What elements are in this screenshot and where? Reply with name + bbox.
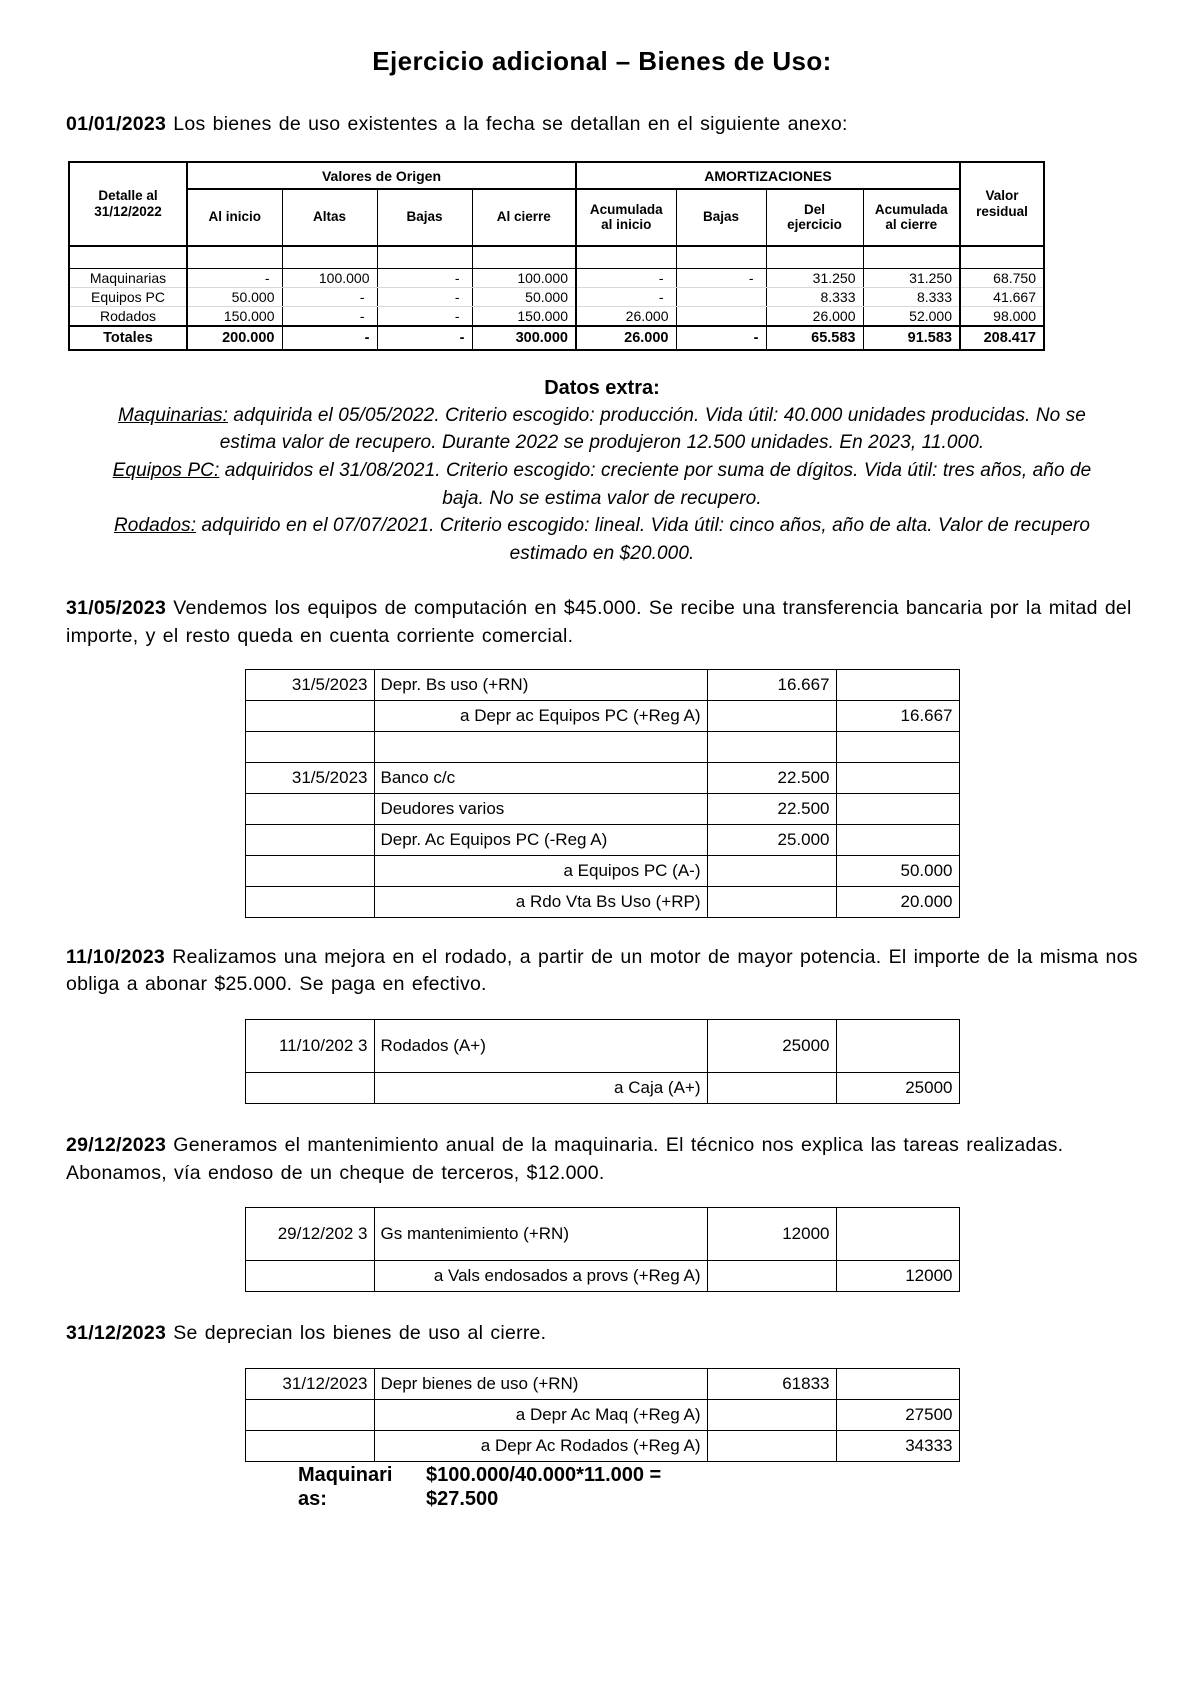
anexo-spacer-row [69, 246, 1044, 269]
journal-debit: 25.000 [707, 824, 836, 855]
datos-rodados-text: adquirido en el 07/07/2021. Criterio escogido: lineal. Vida útil: cinco años, año de alta. Valor de recupero estimado en $20.000. [196, 515, 1091, 564]
anexo-totals-row [69, 326, 1044, 350]
anexo-cell-am-ejercicio: 8.333 [766, 287, 863, 306]
anexo-col-al-inicio [187, 189, 282, 246]
anexo-cell-am-acum-inicio: 26.000 [576, 306, 676, 326]
calc-label-line2: as: [298, 1487, 327, 1510]
journal-credit [836, 1368, 959, 1399]
anexo-group-header-row [69, 162, 1044, 189]
anexo-spacer-cell [863, 246, 960, 269]
event-date-2: 29/12/2023 [66, 1133, 167, 1156]
datos-equipos-label: Equipos PC: [112, 459, 220, 481]
journal-credit: 34333 [836, 1430, 959, 1461]
journal-debit [707, 886, 836, 917]
journal-debit: 22.500 [707, 793, 836, 824]
anexo-detalle-line1: Detalle al [98, 187, 158, 203]
journal-account: Rodados (A+) [374, 1019, 707, 1072]
journal-debit [707, 1261, 836, 1292]
journal-credit: 20.000 [836, 886, 959, 917]
anexo-group-valores-origen: Valores de Origen [187, 162, 576, 189]
anexo-cell-vo-inicio: 50.000 [187, 287, 282, 306]
table-row [245, 1368, 959, 1399]
anexo-totals-vo-bajas: - [377, 326, 472, 350]
anexo-totals-vo-cierre: 300.000 [472, 326, 576, 350]
journal-credit [836, 1019, 959, 1072]
anexo-spacer-cell [282, 246, 377, 269]
journal-credit: 12000 [836, 1261, 959, 1292]
intro-date: 01/01/2023 [66, 113, 167, 136]
table-row [245, 1208, 959, 1261]
journal-debit [707, 731, 836, 762]
anexo-cell-am-ejercicio: 31.250 [766, 268, 863, 287]
event-date-1: 11/10/2023 [66, 945, 166, 968]
anexo-cell-am-bajas [676, 287, 766, 306]
anexo-spacer-cell [676, 246, 766, 269]
anexo-cell-valor-residual: 41.667 [960, 287, 1044, 306]
anexo-cell-vo-bajas: - [377, 287, 472, 306]
journal-date [245, 855, 374, 886]
journal-date [245, 824, 374, 855]
anexo-row-label: Maquinarias [69, 268, 187, 287]
anexo-valor-residual-header [960, 162, 1044, 246]
calc-value [426, 1464, 661, 1511]
journal-debit: 61833 [707, 1368, 836, 1399]
journal-account: Gs mantenimiento (+RN) [374, 1208, 707, 1261]
intro-text: Los bienes de uso existentes a la fecha se detallan en el siguiente anexo: [166, 113, 848, 136]
journal-credit: 25000 [836, 1072, 959, 1103]
journal-credit [836, 1208, 959, 1261]
journal-credit: 27500 [836, 1399, 959, 1430]
anexo-spacer-cell [960, 246, 1044, 269]
event-paragraph-0 [66, 595, 1138, 650]
anexo-detalle-line2: 31/12/2022 [94, 203, 162, 219]
table-row [245, 824, 959, 855]
journal-debit [707, 700, 836, 731]
anexo-spacer-cell [576, 246, 676, 269]
anexo-cell-am-bajas: - [676, 268, 766, 287]
page-title: Ejercicio adicional – Bienes de Uso: [372, 46, 832, 76]
anexo-cell-valor-residual: 68.750 [960, 268, 1044, 287]
anexo-cell-vo-bajas: - [377, 306, 472, 326]
anexo-col-altas [282, 189, 377, 246]
journal-credit [836, 669, 959, 700]
journal-date [245, 886, 374, 917]
journal-account: a Rdo Vta Bs Uso (+RP) [374, 886, 707, 917]
calc-value-line2: $27.500 [426, 1487, 499, 1510]
anexo-col-acumulada-cierre-l2: al cierre [885, 216, 938, 232]
event-text-1: Realizamos una mejora en el rodado, a partir de un motor de mayor potencia. El importe de la misma nos obliga a abonar $25.000. Se paga en efectivo. [66, 945, 1138, 996]
table-row [245, 700, 959, 731]
journal-date-text: 11/10/202 3 [278, 1035, 368, 1055]
journal-account: a Depr ac Equipos PC (+Reg A) [374, 700, 707, 731]
anexo-spacer-cell [187, 246, 282, 269]
journal-account: a Depr Ac Rodados (+Reg A) [374, 1430, 707, 1461]
event-paragraph-3 [66, 1320, 1138, 1348]
journal-account: Deudores varios [374, 793, 707, 824]
journal-credit [836, 824, 959, 855]
anexo-totals-valor-residual: 208.417 [960, 326, 1044, 350]
journal-date [245, 793, 374, 824]
table-row [245, 1261, 959, 1292]
anexo-cell-am-acum-inicio: - [576, 268, 676, 287]
journal-debit [707, 855, 836, 886]
journal-account: Depr. Ac Equipos PC (-Reg A) [374, 824, 707, 855]
event-date-3: 31/12/2023 [66, 1322, 167, 1345]
table-row [69, 287, 1044, 306]
datos-extra-heading: Datos extra: [544, 376, 660, 399]
table-row [245, 1430, 959, 1461]
event-text-2: Generamos el mantenimiento anual de la maquinaria. El técnico nos explica las tareas realizadas. Abonamos, vía endoso de un cheque de terceros, $12.000. [66, 1133, 1064, 1184]
journal-debit: 22.500 [707, 762, 836, 793]
anexo-spacer-cell [766, 246, 863, 269]
journal-debit: 25000 [707, 1019, 836, 1072]
event-date-0: 31/05/2023 [66, 597, 167, 620]
datos-equipos-text: adquiridos el 31/08/2021. Criterio escogido: creciente por suma de dígitos. Vida útil: tres años, año de baja. No se estima valor de recupero. [219, 459, 1092, 509]
anexo-col-acumulada-cierre [863, 189, 960, 246]
anexo-col-acumulada-inicio-l2: al inicio [601, 216, 652, 232]
event-paragraph-2 [66, 1132, 1138, 1187]
journal-date [245, 1019, 374, 1072]
anexo-table-wrap [66, 161, 1138, 351]
anexo-cell-vo-cierre: 50.000 [472, 287, 576, 306]
anexo-table [68, 161, 1045, 351]
journal-account [374, 731, 707, 762]
journal-wrap-3 [66, 1368, 1138, 1462]
journal-wrap-1 [66, 1019, 1138, 1104]
journal-debit: 12000 [707, 1208, 836, 1261]
calc-value-line1: $100.000/40.000*11.000 = [426, 1463, 662, 1486]
calc-block [66, 1464, 1138, 1511]
journal-date [245, 1072, 374, 1103]
journal-account: Depr bienes de uso (+RN) [374, 1368, 707, 1399]
journal-credit [836, 731, 959, 762]
journal-wrap-2 [66, 1207, 1138, 1292]
anexo-cell-am-bajas [676, 306, 766, 326]
anexo-col-bajas-am-l1: Bajas [702, 209, 740, 225]
anexo-cell-am-acum-cierre: 52.000 [863, 306, 960, 326]
anexo-totals-vo-inicio: 200.000 [187, 326, 282, 350]
anexo-totals-am-bajas: - [676, 326, 766, 350]
journal-date [245, 1208, 374, 1261]
datos-maquinarias-label: Maquinarias: [118, 404, 229, 426]
table-row [245, 1399, 959, 1430]
anexo-col-del-ejercicio-l2: ejercicio [787, 216, 842, 232]
anexo-cell-am-acum-cierre: 8.333 [863, 287, 960, 306]
anexo-col-acumulada-inicio [576, 189, 676, 246]
anexo-valor-residual-line2: residual [976, 203, 1028, 219]
journal-date: 31/12/2023 [245, 1368, 374, 1399]
datos-extra-body [66, 402, 1138, 567]
anexo-spacer-cell [69, 246, 187, 269]
anexo-cell-vo-bajas: - [377, 268, 472, 287]
anexo-col-altas-l1: Altas [312, 209, 346, 225]
anexo-col-bajas-vo [377, 189, 472, 246]
journal-date [245, 1261, 374, 1292]
anexo-col-acumulada-cierre-l1: Acumulada [874, 201, 948, 217]
event-paragraph-1 [66, 944, 1138, 999]
anexo-detalle-header [69, 162, 187, 246]
anexo-totals-am-acum-cierre: 91.583 [863, 326, 960, 350]
anexo-cell-am-ejercicio: 26.000 [766, 306, 863, 326]
datos-rodados-label: Rodados: [113, 515, 197, 537]
journal-date [245, 731, 374, 762]
intro-paragraph [66, 111, 1138, 139]
anexo-totals-am-acum-inicio: 26.000 [576, 326, 676, 350]
anexo-cell-vo-altas: 100.000 [282, 268, 377, 287]
table-row [245, 762, 959, 793]
journal-debit: 16.667 [707, 669, 836, 700]
journal-table-3 [245, 1368, 960, 1462]
journal-date [245, 1399, 374, 1430]
journal-wrap-0 [66, 669, 1138, 918]
anexo-totals-am-ejercicio: 65.583 [766, 326, 863, 350]
journal-credit [836, 793, 959, 824]
anexo-cell-vo-inicio: 150.000 [187, 306, 282, 326]
table-row [245, 793, 959, 824]
journal-date-text: 29/12/202 3 [277, 1224, 368, 1244]
table-row [245, 669, 959, 700]
anexo-cell-vo-altas: - [282, 287, 377, 306]
journal-credit [836, 762, 959, 793]
table-row [245, 1019, 959, 1072]
datos-maquinarias-text: adquirida el 05/05/2022. Criterio escogido: producción. Vida útil: 40.000 unidades producidas. No se estima valor de recupero. Durante 2022 se produjeron 12.500 unidades. En 2023, 11.000. [219, 404, 1086, 454]
event-text-3: Se deprecian los bienes de uso al cierre. [166, 1322, 547, 1345]
table-row [245, 886, 959, 917]
journal-table-1 [245, 1019, 960, 1104]
anexo-col-al-cierre-l1: Al cierre [496, 209, 551, 225]
journal-table-0 [245, 669, 960, 918]
anexo-col-del-ejercicio [766, 189, 863, 246]
journal-date: 31/5/2023 [245, 669, 374, 700]
journal-debit [707, 1072, 836, 1103]
calc-label-line1: Maquinari [298, 1463, 393, 1486]
anexo-col-bajas-am [676, 189, 766, 246]
anexo-col-acumulada-inicio-l1: Acumulada [589, 201, 663, 217]
journal-date [245, 700, 374, 731]
anexo-cell-am-acum-inicio: - [576, 287, 676, 306]
anexo-col-del-ejercicio-l1: Del [803, 201, 825, 217]
anexo-totals-label: Totales [69, 326, 187, 350]
journal-table-2 [245, 1207, 960, 1292]
journal-debit [707, 1430, 836, 1461]
journal-account: a Vals endosados a provs (+Reg A) [374, 1261, 707, 1292]
journal-account: Depr. Bs uso (+RN) [374, 669, 707, 700]
journal-debit [707, 1399, 836, 1430]
anexo-spacer-cell [472, 246, 576, 269]
anexo-row-label: Equipos PC [69, 287, 187, 306]
table-row [245, 731, 959, 762]
journal-account: a Caja (A+) [374, 1072, 707, 1103]
anexo-group-amortizaciones: AMORTIZACIONES [576, 162, 960, 189]
anexo-col-al-cierre [472, 189, 576, 246]
anexo-totals-vo-altas: - [282, 326, 377, 350]
calc-label [298, 1464, 426, 1511]
table-row [245, 1072, 959, 1103]
journal-account: Banco c/c [374, 762, 707, 793]
anexo-cell-vo-cierre: 100.000 [472, 268, 576, 287]
journal-credit: 16.667 [836, 700, 959, 731]
anexo-column-header-row [69, 189, 1044, 246]
anexo-spacer-cell [377, 246, 472, 269]
anexo-col-al-inicio-l1: Al inicio [208, 209, 261, 225]
anexo-valor-residual-line1: Valor [985, 187, 1019, 203]
anexo-cell-am-acum-cierre: 31.250 [863, 268, 960, 287]
anexo-cell-vo-altas: - [282, 306, 377, 326]
journal-credit: 50.000 [836, 855, 959, 886]
table-row [69, 306, 1044, 326]
table-row [69, 268, 1044, 287]
table-row [245, 855, 959, 886]
journal-account: a Depr Ac Maq (+Reg A) [374, 1399, 707, 1430]
event-text-0: Vendemos los equipos de computación en $45.000. Se recibe una transferencia bancaria por la mitad del importe, y el resto queda en cuenta corriente comercial. [66, 597, 1132, 647]
anexo-col-bajas-vo-l1: Bajas [406, 209, 443, 225]
anexo-cell-vo-inicio: - [187, 268, 282, 287]
journal-date: 31/5/2023 [245, 762, 374, 793]
anexo-cell-valor-residual: 98.000 [960, 306, 1044, 326]
anexo-cell-vo-cierre: 150.000 [472, 306, 576, 326]
anexo-row-label: Rodados [69, 306, 187, 326]
journal-date [245, 1430, 374, 1461]
journal-account: a Equipos PC (A-) [374, 855, 707, 886]
